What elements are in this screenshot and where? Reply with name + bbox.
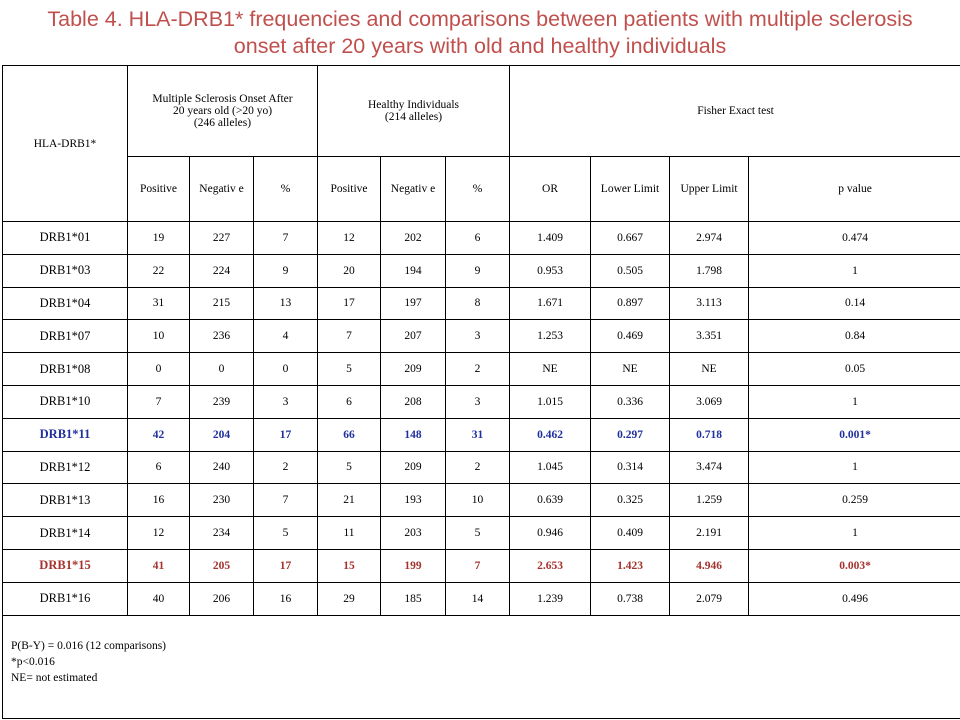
cell-ms-percent: 17 <box>254 549 318 582</box>
cell-or: 1.409 <box>510 222 591 255</box>
cell-healthy-positive: 29 <box>318 582 381 615</box>
cell-healthy-positive: 17 <box>318 287 381 320</box>
cell-allele: DRB1*07 <box>3 320 128 353</box>
cell-ms-negative: 236 <box>190 320 254 353</box>
cell-healthy-positive: 6 <box>318 385 381 418</box>
cell-ms-positive: 7 <box>128 385 190 418</box>
cell-ms-negative: 215 <box>190 287 254 320</box>
header-ms-positive: Positive <box>128 157 190 222</box>
footnote-row <box>3 615 960 718</box>
header-group-ms-line2: 20 years old (>20 yo) <box>172 105 273 117</box>
cell-ms-negative: 205 <box>190 549 254 582</box>
cell-or: 1.671 <box>510 287 591 320</box>
table-title <box>0 6 960 60</box>
cell-ms-percent: 0 <box>254 353 318 386</box>
cell-or: NE <box>510 353 591 386</box>
cell-healthy-percent: 2 <box>446 353 510 386</box>
cell-healthy-negative: 185 <box>381 582 446 615</box>
cell-upper-limit: 2.974 <box>670 222 749 255</box>
table-row-highlight-red <box>3 549 960 582</box>
cell-healthy-percent: 8 <box>446 287 510 320</box>
cell-healthy-percent: 9 <box>446 254 510 287</box>
cell-ms-negative: 234 <box>190 517 254 550</box>
header-group-healthy <box>318 66 510 157</box>
cell-healthy-percent: 31 <box>446 418 510 451</box>
header-p-value: p value <box>749 157 960 222</box>
cell-p-value: 0.474 <box>749 222 960 255</box>
cell-healthy-negative: 209 <box>381 451 446 484</box>
cell-upper-limit: 1.259 <box>670 484 749 517</box>
cell-healthy-negative: 209 <box>381 353 446 386</box>
cell-ms-negative: 224 <box>190 254 254 287</box>
cell-p-value: 0.14 <box>749 287 960 320</box>
cell-upper-limit: 0.718 <box>670 418 749 451</box>
header-ms-negative: Negativ e <box>190 157 254 222</box>
title-line-1: Table 4. HLA-DRB1* frequencies and comparisons between patients with multiple sclerosis <box>47 7 913 31</box>
cell-ms-percent: 2 <box>254 451 318 484</box>
cell-ms-negative: 240 <box>190 451 254 484</box>
cell-ms-positive: 41 <box>128 549 190 582</box>
cell-or: 2.653 <box>510 549 591 582</box>
cell-lower-limit: 0.297 <box>591 418 670 451</box>
header-lower-limit: Lower Limit <box>591 157 670 222</box>
cell-lower-limit: NE <box>591 353 670 386</box>
cell-healthy-positive: 5 <box>318 353 381 386</box>
cell-or: 1.045 <box>510 451 591 484</box>
cell-allele: DRB1*15 <box>3 549 128 582</box>
cell-p-value: 0.001* <box>749 418 960 451</box>
cell-upper-limit: 4.946 <box>670 549 749 582</box>
footnote-significance: *p<0.016 <box>11 655 55 668</box>
header-healthy-negative: Negativ e <box>381 157 446 222</box>
cell-upper-limit: 2.079 <box>670 582 749 615</box>
cell-ms-negative: 239 <box>190 385 254 418</box>
cell-ms-percent: 3 <box>254 385 318 418</box>
table-row <box>3 582 960 615</box>
header-upper-limit: Upper Limit <box>670 157 749 222</box>
cell-lower-limit: 0.325 <box>591 484 670 517</box>
cell-healthy-percent: 6 <box>446 222 510 255</box>
cell-upper-limit: 1.798 <box>670 254 749 287</box>
cell-ms-percent: 17 <box>254 418 318 451</box>
cell-ms-positive: 16 <box>128 484 190 517</box>
cell-p-value: 0.84 <box>749 320 960 353</box>
footnote-correction: P(B-Y) = 0.016 (12 comparisons) <box>11 639 167 652</box>
header-healthy-positive: Positive <box>318 157 381 222</box>
cell-ms-positive: 10 <box>128 320 190 353</box>
cell-ms-percent: 7 <box>254 222 318 255</box>
cell-lower-limit: 0.409 <box>591 517 670 550</box>
cell-ms-negative: 227 <box>190 222 254 255</box>
cell-healthy-percent: 5 <box>446 517 510 550</box>
cell-p-value: 0.496 <box>749 582 960 615</box>
cell-allele: DRB1*12 <box>3 451 128 484</box>
cell-p-value: 1 <box>749 385 960 418</box>
cell-ms-percent: 4 <box>254 320 318 353</box>
cell-ms-positive: 6 <box>128 451 190 484</box>
cell-ms-negative: 206 <box>190 582 254 615</box>
header-row-columns <box>3 157 960 222</box>
cell-healthy-percent: 3 <box>446 320 510 353</box>
cell-ms-positive: 40 <box>128 582 190 615</box>
cell-upper-limit: 3.069 <box>670 385 749 418</box>
cell-p-value: 0.259 <box>749 484 960 517</box>
cell-or: 1.015 <box>510 385 591 418</box>
cell-healthy-negative: 208 <box>381 385 446 418</box>
footnote-ne: NE= not estimated <box>11 671 98 684</box>
cell-or: 0.462 <box>510 418 591 451</box>
cell-p-value: 1 <box>749 517 960 550</box>
table-row <box>3 385 960 418</box>
header-group-healthy-line1: Healthy Individuals <box>368 99 460 111</box>
cell-healthy-positive: 7 <box>318 320 381 353</box>
cell-lower-limit: 0.738 <box>591 582 670 615</box>
cell-ms-negative: 230 <box>190 484 254 517</box>
table-row <box>3 451 960 484</box>
cell-lower-limit: 0.469 <box>591 320 670 353</box>
title-line-2: onset after 20 years with old and healthy individuals <box>233 34 727 58</box>
cell-allele: DRB1*14 <box>3 517 128 550</box>
cell-or: 0.953 <box>510 254 591 287</box>
cell-allele: DRB1*13 <box>3 484 128 517</box>
cell-lower-limit: 1.423 <box>591 549 670 582</box>
cell-upper-limit: 3.474 <box>670 451 749 484</box>
cell-healthy-percent: 10 <box>446 484 510 517</box>
header-healthy-percent: % <box>446 157 510 222</box>
cell-healthy-positive: 66 <box>318 418 381 451</box>
cell-healthy-percent: 2 <box>446 451 510 484</box>
header-or: OR <box>510 157 591 222</box>
cell-ms-percent: 7 <box>254 484 318 517</box>
cell-allele: DRB1*04 <box>3 287 128 320</box>
cell-allele: DRB1*01 <box>3 222 128 255</box>
cell-lower-limit: 0.505 <box>591 254 670 287</box>
header-group-fisher: Fisher Exact test <box>510 66 960 157</box>
cell-or: 1.239 <box>510 582 591 615</box>
cell-upper-limit: 3.113 <box>670 287 749 320</box>
table-row <box>3 222 960 255</box>
header-group-ms <box>128 66 318 157</box>
cell-allele: DRB1*03 <box>3 254 128 287</box>
cell-or: 0.946 <box>510 517 591 550</box>
cell-healthy-negative: 193 <box>381 484 446 517</box>
cell-healthy-negative: 203 <box>381 517 446 550</box>
header-allele: HLA-DRB1* <box>3 66 128 222</box>
cell-healthy-percent: 3 <box>446 385 510 418</box>
cell-healthy-negative: 194 <box>381 254 446 287</box>
cell-healthy-positive: 20 <box>318 254 381 287</box>
cell-allele: DRB1*10 <box>3 385 128 418</box>
cell-healthy-positive: 15 <box>318 549 381 582</box>
cell-ms-positive: 19 <box>128 222 190 255</box>
header-group-ms-line1: Multiple Sclerosis Onset After <box>152 93 293 105</box>
cell-healthy-positive: 21 <box>318 484 381 517</box>
table-row <box>3 484 960 517</box>
cell-ms-positive: 22 <box>128 254 190 287</box>
header-ms-percent: % <box>254 157 318 222</box>
cell-ms-percent: 9 <box>254 254 318 287</box>
header-group-ms-line3: (246 alleles) <box>193 117 252 129</box>
cell-healthy-negative: 199 <box>381 549 446 582</box>
cell-or: 0.639 <box>510 484 591 517</box>
cell-p-value: 1 <box>749 451 960 484</box>
table-row <box>3 517 960 550</box>
table-row <box>3 320 960 353</box>
cell-ms-negative: 204 <box>190 418 254 451</box>
cell-lower-limit: 0.314 <box>591 451 670 484</box>
cell-lower-limit: 0.897 <box>591 287 670 320</box>
cell-healthy-percent: 14 <box>446 582 510 615</box>
cell-healthy-negative: 207 <box>381 320 446 353</box>
cell-or: 1.253 <box>510 320 591 353</box>
cell-healthy-positive: 11 <box>318 517 381 550</box>
cell-ms-positive: 31 <box>128 287 190 320</box>
cell-ms-percent: 16 <box>254 582 318 615</box>
cell-healthy-percent: 7 <box>446 549 510 582</box>
cell-p-value: 0.05 <box>749 353 960 386</box>
header-group-healthy-line2: (214 alleles) <box>384 111 443 123</box>
footnotes <box>3 615 960 718</box>
cell-ms-percent: 13 <box>254 287 318 320</box>
cell-allele: DRB1*08 <box>3 353 128 386</box>
cell-upper-limit: 2.191 <box>670 517 749 550</box>
cell-p-value: 0.003* <box>749 549 960 582</box>
cell-ms-positive: 42 <box>128 418 190 451</box>
cell-healthy-positive: 5 <box>318 451 381 484</box>
header-row-groups <box>3 66 960 157</box>
cell-allele: DRB1*11 <box>3 418 128 451</box>
table-row-highlight-blue <box>3 418 960 451</box>
cell-healthy-negative: 197 <box>381 287 446 320</box>
table-row <box>3 254 960 287</box>
cell-ms-positive: 12 <box>128 517 190 550</box>
cell-lower-limit: 0.336 <box>591 385 670 418</box>
cell-upper-limit: 3.351 <box>670 320 749 353</box>
cell-ms-positive: 0 <box>128 353 190 386</box>
table-row <box>3 287 960 320</box>
hla-frequency-table <box>2 65 960 719</box>
cell-healthy-negative: 148 <box>381 418 446 451</box>
table-row <box>3 353 960 386</box>
cell-ms-negative: 0 <box>190 353 254 386</box>
cell-allele: DRB1*16 <box>3 582 128 615</box>
cell-p-value: 1 <box>749 254 960 287</box>
cell-healthy-positive: 12 <box>318 222 381 255</box>
cell-upper-limit: NE <box>670 353 749 386</box>
cell-ms-percent: 5 <box>254 517 318 550</box>
cell-lower-limit: 0.667 <box>591 222 670 255</box>
cell-healthy-negative: 202 <box>381 222 446 255</box>
